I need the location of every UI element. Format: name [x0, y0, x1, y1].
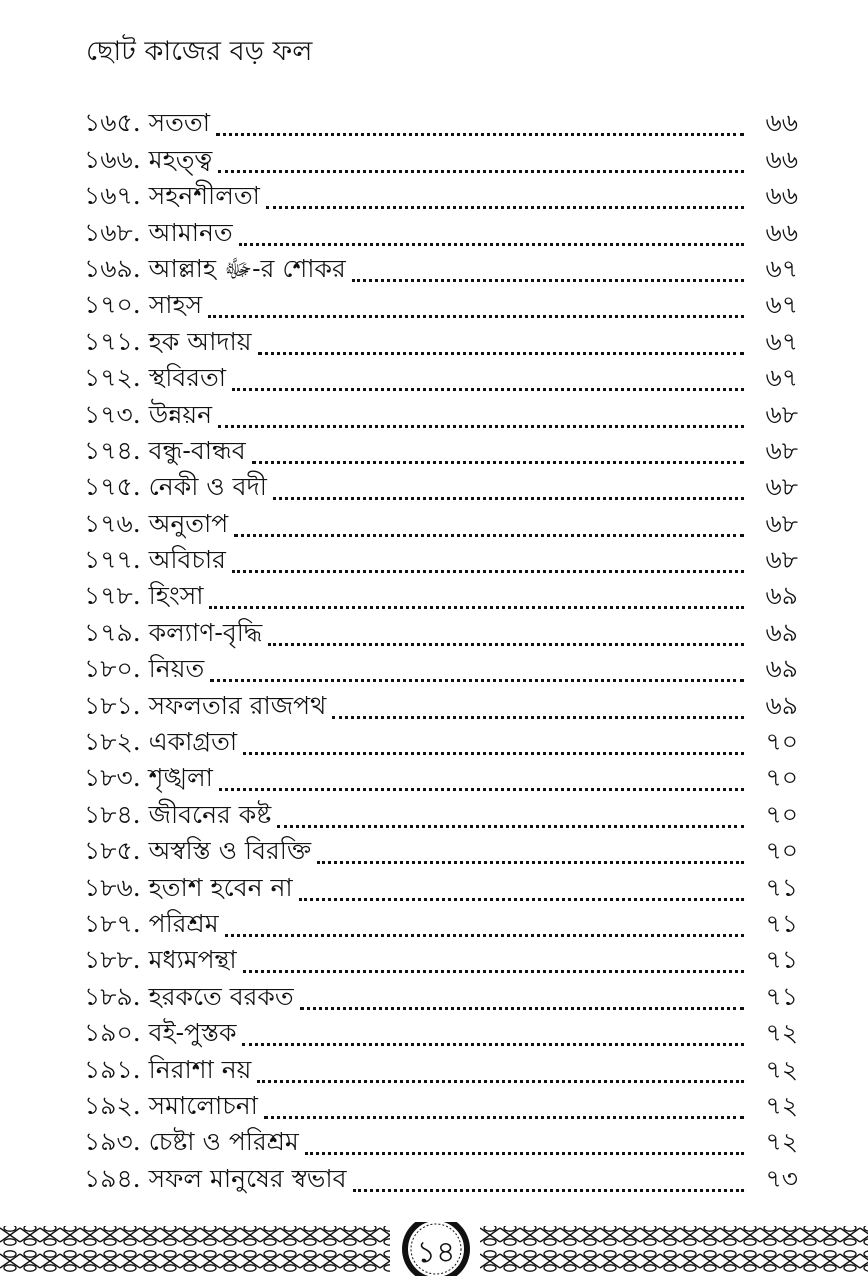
dot-leader [273, 497, 744, 500]
entry-page-number: ৭১ [765, 872, 798, 902]
entry-page-number: ৬৯ [765, 617, 798, 647]
entry-title: কল্যাণ-বৃদ্ধি [148, 617, 263, 647]
dot-leader [317, 861, 744, 864]
entry-number: ১৮৪. [84, 799, 141, 829]
entry-title: জীবনের কষ্ট [148, 799, 272, 829]
entry-title: অবিচার [148, 545, 226, 575]
dot-leader [216, 133, 744, 136]
toc-entry-190[interactable] [84, 1012, 798, 1048]
entry-page-number: ৬৬ [765, 144, 798, 174]
dot-leader [243, 752, 744, 755]
dot-leader [232, 570, 744, 573]
entry-number: ১৭৫. [84, 472, 141, 502]
dot-leader [266, 206, 744, 209]
entry-title: হতাশ হবেন না [148, 872, 293, 902]
toc-entry-179[interactable] [84, 611, 798, 647]
entry-title: সহনশীলতা [148, 181, 260, 211]
entry-title: সফলতার রাজপথ [148, 690, 327, 720]
toc-entry-184[interactable] [84, 793, 798, 829]
entry-number: ১৯৪. [84, 1163, 141, 1193]
entry-number: ১৮৩. [84, 763, 141, 793]
entry-number: ১৯০. [84, 1018, 141, 1048]
entry-page-number: ৬৭ [765, 326, 798, 356]
entry-title: চেষ্টা ও পরিশ্রম [148, 1127, 299, 1157]
dot-leader [218, 425, 744, 428]
toc-entry-172[interactable] [84, 357, 798, 393]
entry-page-number: ৭১ [765, 981, 798, 1011]
page-number: ১৪ [416, 1235, 456, 1270]
dot-leader [299, 898, 744, 901]
footer-ornament [0, 1222, 868, 1276]
dot-leader [209, 606, 744, 609]
toc-entry-191[interactable] [84, 1048, 798, 1084]
toc-entry-186[interactable] [84, 866, 798, 902]
toc-entry-173[interactable] [84, 393, 798, 429]
entry-page-number: ৭০ [765, 727, 798, 757]
toc-entry-183[interactable] [84, 757, 798, 793]
dot-leader [242, 1043, 744, 1046]
running-head: ছোট কাজের বড় ফল [86, 36, 313, 67]
entry-title: একাগ্রতা [148, 727, 238, 757]
entry-page-number: ৬৭ [765, 363, 798, 393]
toc-entry-181[interactable] [84, 684, 798, 720]
entry-title: সফল মানুষের স্বভাব [148, 1163, 347, 1193]
dot-leader [210, 679, 744, 682]
entry-title: বন্ধু-বান্ধব [148, 435, 246, 465]
toc-entry-176[interactable] [84, 502, 798, 538]
toc-entry-180[interactable] [84, 648, 798, 684]
dot-leader [218, 170, 744, 173]
toc-entry-194[interactable] [84, 1157, 798, 1193]
entry-number: ১৯৩. [84, 1127, 141, 1157]
entry-page-number: ৭০ [765, 763, 798, 793]
entry-page-number: ৭৩ [765, 1163, 798, 1193]
dot-leader [353, 1189, 744, 1192]
entry-page-number: ৭১ [765, 945, 798, 975]
toc-entry-166[interactable] [84, 138, 798, 174]
entry-title: হরকতে বরকত [148, 981, 294, 1011]
entry-number: ১৭৬. [84, 508, 141, 538]
entry-title: সততা [148, 108, 210, 138]
entry-number: ১৮৫. [84, 836, 141, 866]
entry-page-number: ৬৯ [765, 690, 798, 720]
entry-title: উন্নয়ন [148, 399, 213, 429]
toc-entry-169[interactable] [84, 248, 798, 284]
dot-leader [219, 788, 744, 791]
entry-page-number: ৬৮ [765, 508, 798, 538]
entry-title: মহত্ত্ব [148, 144, 213, 174]
entry-number: ১৮৯. [84, 981, 141, 1011]
entry-number: ১৬৭. [84, 181, 141, 211]
entry-title: নিয়ত [148, 654, 205, 684]
entry-page-number: ৬৮ [765, 399, 798, 429]
entry-number: ১৭১. [84, 326, 141, 356]
entry-number: ১৬৮. [84, 217, 141, 247]
entry-title: হক আদায় [148, 326, 252, 356]
entry-number: ১৮২. [84, 727, 141, 757]
dot-leader [243, 970, 744, 973]
entry-title: অস্বস্তি ও বিরক্তি [148, 836, 312, 866]
toc-entry-182[interactable] [84, 721, 798, 757]
dot-leader [208, 315, 744, 318]
entry-number: ১৭৯. [84, 617, 141, 647]
entry-title: নিরাশা নয় [148, 1054, 252, 1084]
dot-leader [264, 1116, 744, 1119]
entry-page-number: ৬৮ [765, 435, 798, 465]
toc-entry-171[interactable] [84, 320, 798, 356]
dot-leader [332, 716, 744, 719]
entry-page-number: ৬৬ [765, 181, 798, 211]
entry-page-number: ৬৯ [765, 581, 798, 611]
entry-number: ১৮৬. [84, 872, 141, 902]
entry-number: ১৮১. [84, 690, 141, 720]
entry-number: ১৮০. [84, 654, 141, 684]
entry-page-number: ৭০ [765, 799, 798, 829]
entry-title: আমানত [148, 217, 233, 247]
dot-leader [225, 934, 744, 937]
toc-entry-167[interactable] [84, 175, 798, 211]
dot-leader [232, 388, 744, 391]
toc-entry-189[interactable] [84, 975, 798, 1011]
toc-entry-188[interactable] [84, 939, 798, 975]
dot-leader [305, 1152, 744, 1155]
toc-entry-170[interactable] [84, 284, 798, 320]
entry-page-number: ৭০ [765, 836, 798, 866]
entry-page-number: ৬৬ [765, 108, 798, 138]
entry-number: ১৭৭. [84, 545, 141, 575]
dot-leader [268, 643, 744, 646]
entry-page-number: ৬৭ [765, 290, 798, 320]
entry-page-number: ৬৮ [765, 545, 798, 575]
dot-leader [258, 352, 745, 355]
dot-leader [234, 534, 744, 537]
entry-number: ১৬৬. [84, 144, 141, 174]
entry-page-number: ৬৯ [765, 654, 798, 684]
entry-title: সমালোচনা [148, 1090, 258, 1120]
entry-page-number: ৬৬ [765, 217, 798, 247]
entry-number: ১৭২. [84, 363, 141, 393]
ornament-band-right [480, 1226, 868, 1272]
entry-number: ১৮৭. [84, 908, 141, 938]
entry-number: ১৭৩. [84, 399, 141, 429]
toc-entry-192[interactable] [84, 1085, 798, 1121]
toc-entry-185[interactable] [84, 830, 798, 866]
toc-entry-187[interactable] [84, 903, 798, 939]
entry-title: সাহস [148, 290, 203, 320]
ornament-band-left [0, 1226, 390, 1272]
entry-number: ১৮৮. [84, 945, 141, 975]
entry-number: ১৯১. [84, 1054, 141, 1084]
entry-title: অনুতাপ [148, 508, 229, 538]
table-of-contents [84, 102, 798, 1194]
dot-leader [352, 279, 744, 282]
toc-entry-175[interactable] [84, 466, 798, 502]
entry-page-number: ৭২ [765, 1127, 798, 1157]
dot-leader [300, 1007, 744, 1010]
entry-page-number: ৬৮ [765, 472, 798, 502]
entry-title: মধ্যমপন্থা [148, 945, 237, 975]
entry-number: ১৭০. [84, 290, 141, 320]
entry-number: ১৭৮. [84, 581, 141, 611]
entry-page-number: ৭২ [765, 1018, 798, 1048]
entry-page-number: ৭১ [765, 908, 798, 938]
entry-title: আল্লাহ ﷻ-র শোকর [148, 253, 346, 283]
toc-entry-168[interactable] [84, 211, 798, 247]
toc-entry-178[interactable] [84, 575, 798, 611]
toc-entry-177[interactable] [84, 539, 798, 575]
entry-title: স্থবিরতা [148, 363, 227, 393]
entry-number: ১৬৫. [84, 108, 141, 138]
entry-title: হিংসা [148, 581, 204, 611]
entry-page-number: ৭২ [765, 1090, 798, 1120]
entry-page-number: ৭২ [765, 1054, 798, 1084]
entry-title: বই-পুস্তক [148, 1018, 237, 1048]
toc-entry-174[interactable] [84, 430, 798, 466]
entry-page-number: ৬৭ [765, 253, 798, 283]
entry-title: শৃঙ্খলা [148, 763, 213, 793]
dot-leader [277, 825, 744, 828]
toc-entry-193[interactable] [84, 1121, 798, 1157]
dot-leader [252, 461, 744, 464]
dot-leader [257, 1080, 744, 1083]
entry-number: ১৭৪. [84, 435, 141, 465]
dot-leader [239, 243, 744, 246]
entry-title: নেকী ও বদী [148, 472, 267, 502]
entry-number: ১৯২. [84, 1090, 141, 1120]
entry-title: পরিশ্রম [148, 908, 219, 938]
entry-number: ১৬৯. [84, 253, 141, 283]
toc-entry-165[interactable] [84, 102, 798, 138]
